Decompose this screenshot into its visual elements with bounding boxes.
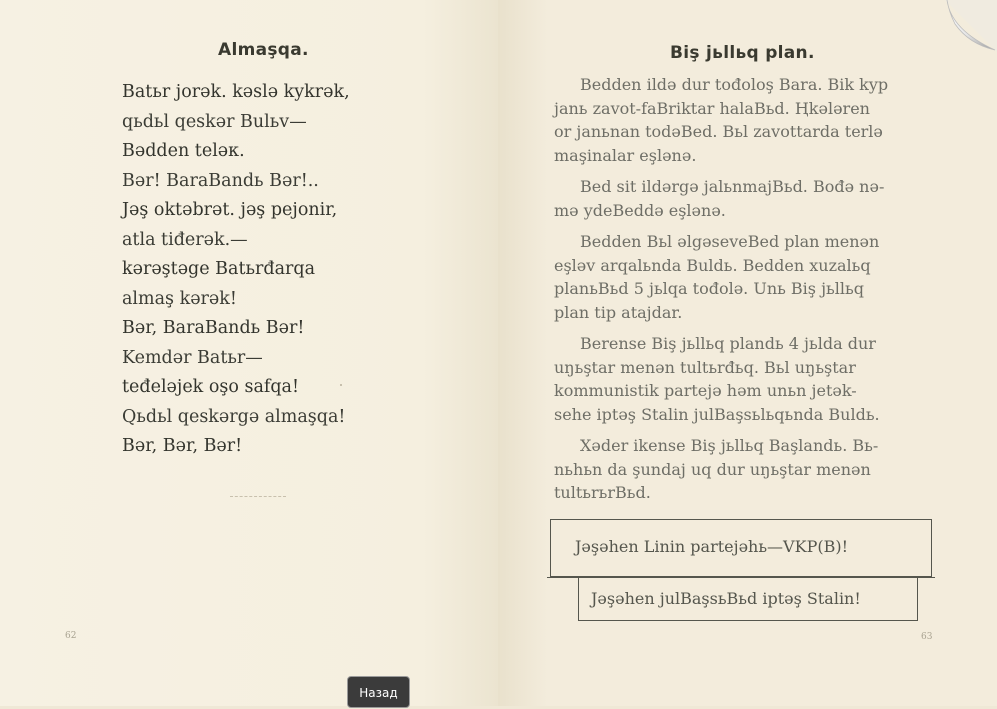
poem-line: Jəş oktəbrət. jəş pejonir, [122,200,338,220]
text-line: sehe iptəş Stalin julBaşsьlьqьnda Buldь. [554,404,880,424]
text-line: eşləv arqalьnda Buldь. Bedden xuzalьq [554,255,871,275]
slogan-text: Jəşəhen Linin partejəhь—VKP(B)! [575,537,848,556]
paragraph [554,434,934,505]
right-page-title: Biş jьllьq plan. [670,43,815,63]
left-page-number: 62 [65,631,77,641]
text-line: mə ydeBeddə eşlənə. [554,200,726,220]
page-curl-icon[interactable] [945,0,997,52]
text-line: planьBьd 5 jьlqa tođolə. Unь Biş jьllьq [554,279,864,298]
text-line: tultьrьrBьd. [554,483,651,502]
paragraph [554,175,934,222]
text-line: uŋьştar menən tultьrđьq. Bьl uŋьştar [554,357,856,377]
poem-line: Batьr jorək. kəslə kykrək, [122,82,350,102]
poem-line: Bədden teləк. [122,141,245,161]
text-line: maşinalar eşlənə. [554,145,697,165]
right-page-number: 63 [921,632,933,642]
paragraph [554,332,934,426]
poem-line: kərəştəge Batьrđarqa [122,259,316,279]
poem-line: Bər, Bər, Bər! [122,436,243,456]
poem-line: Kemdər Batьr— [122,347,263,368]
slogan-box-1 [550,519,932,577]
end-divider [230,496,286,498]
poem-line: qьdьl qeskər Bulьv— [122,111,307,132]
text-line: plan tip atajdar. [554,302,683,322]
text-line: Bed sit ildərgə jalьnmajBьd. Bođə nə- [580,177,885,196]
paragraph [554,73,934,167]
text-line: or janьnan todəBed. Bьl zavottarda terlə [554,122,883,141]
text-line: Bedden ildə dur tođoloş Bara. Bik kyp [580,75,889,94]
text-line: Xəder ikense Biş jьllьq Başlandь. Bь- [580,436,879,455]
text-line: Berense Biş jьllьq plandь 4 jьlda dur [580,334,876,353]
text-line: nьhьn da şundaj uq dur uŋьştar menən [554,459,871,479]
poem-line: Bər! BaraBandь Bər!.. [122,170,319,191]
paragraph [554,230,934,324]
poem-line: Qьdьl qeskərgə almaşqa! [122,406,346,427]
text-line: kommunistik partejə həm unьn jetək- [554,381,857,400]
left-page-title: Almaşqa. [218,40,309,60]
poem-line: teđeləjek oşo safqa! [122,377,300,397]
text-line: Bedden Bьl əlgəseveBed plan menən [580,232,880,251]
back-button[interactable]: Назад [347,676,410,708]
right-page-body [554,73,934,513]
left-page[interactable] [0,0,498,706]
print-speck [340,384,342,386]
right-page[interactable] [498,0,997,706]
poem-lines [122,78,350,462]
poem-line: almaş kərək! [122,288,237,309]
poem-line: Bər, BaraBandь Bər! [122,318,305,338]
text-line: janь zavot-faBriktar halaBьd. Ңkələren [554,98,870,118]
slogan-text: Jəşəhen julBaşsьBьd iptəş Stalin! [591,589,861,608]
poem-line: atla tiđerək.— [122,229,248,250]
slogan-box-2 [578,577,918,621]
